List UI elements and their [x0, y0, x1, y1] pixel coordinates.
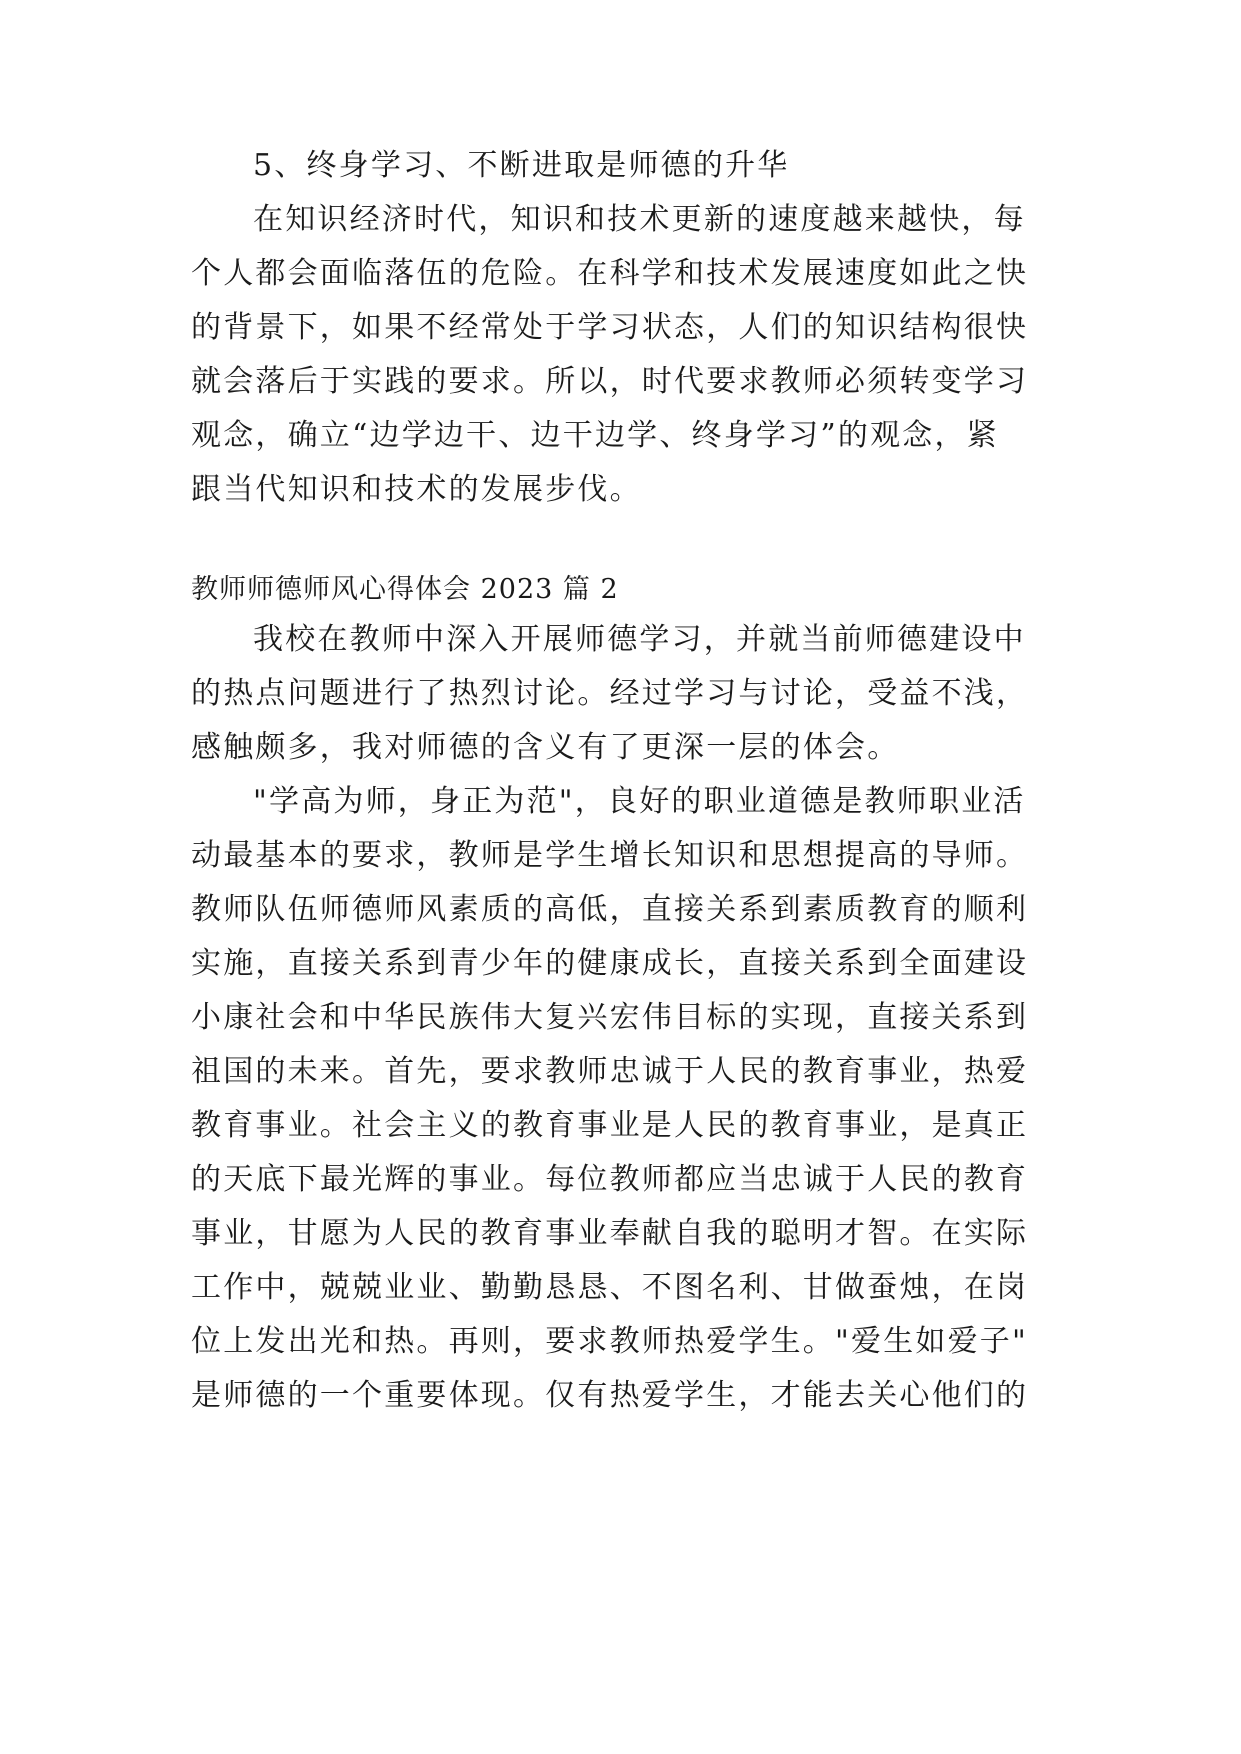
paragraph-line: 动最基本的要求，教师是学生增长知识和思想提高的导师。	[191, 838, 1029, 873]
paragraph-line: 就会落后于实践的要求。所以，时代要求教师必须转变学习	[191, 364, 1029, 399]
paragraph-line: 观念，确立“边学边干、边干边学、终身学习”的观念，紧	[191, 418, 999, 453]
paragraph-line: 小康社会和中华民族伟大复兴宏伟目标的实现，直接关系到	[191, 1000, 1029, 1035]
paragraph-line: 是师德的一个重要体现。仅有热爱学生，才能去关心他们的	[191, 1378, 1029, 1413]
paragraph-line: 跟当代知识和技术的发展步伐。	[191, 472, 642, 507]
paragraph-line: 实施，直接关系到青少年的健康成长，直接关系到全面建设	[191, 946, 1029, 981]
paragraph-line: 的背景下，如果不经常处于学习状态，人们的知识结构很快	[191, 310, 1029, 345]
paragraph-line: 个人都会面临落伍的危险。在科学和技术发展速度如此之快	[191, 256, 1029, 291]
paragraph-line: 我校在教师中深入开展师德学习，并就当前师德建设中	[253, 622, 1026, 657]
paragraph-line: 在知识经济时代，知识和技术更新的速度越来越快，每	[253, 202, 1026, 237]
paragraph-line: 位上发出光和热。再则，要求教师热爱学生。"爱生如爱子"	[191, 1324, 1028, 1359]
paragraph-line: "学高为师，身正为范"，良好的职业道德是教师职业活	[253, 784, 1026, 819]
paragraph-line: 的热点问题进行了热烈讨论。经过学习与讨论，受益不浅，	[191, 676, 1029, 711]
paragraph-line: 的天底下最光辉的事业。每位教师都应当忠诚于人民的教育	[191, 1162, 1029, 1197]
paragraph-line: 祖国的未来。首先，要求教师忠诚于人民的教育事业，热爱	[191, 1054, 1029, 1089]
section-title: 教师师德师风心得体会 2023 篇 2	[191, 574, 619, 605]
paragraph-line: 事业，甘愿为人民的教育事业奉献自我的聪明才智。在实际	[191, 1216, 1029, 1251]
paragraph-line: 感触颇多，我对师德的含义有了更深一层的体会。	[191, 730, 900, 765]
paragraph-line: 教育事业。社会主义的教育事业是人民的教育事业，是真正	[191, 1108, 1029, 1143]
paragraph-line: 教师队伍师德师风素质的高低，直接关系到素质教育的顺利	[191, 892, 1029, 927]
sub-heading: 5、终身学习、不断进取是师德的升华	[253, 148, 790, 183]
paragraph-line: 工作中，兢兢业业、勤勤恳恳、不图名利、甘做蚕烛，在岗	[191, 1270, 1029, 1305]
